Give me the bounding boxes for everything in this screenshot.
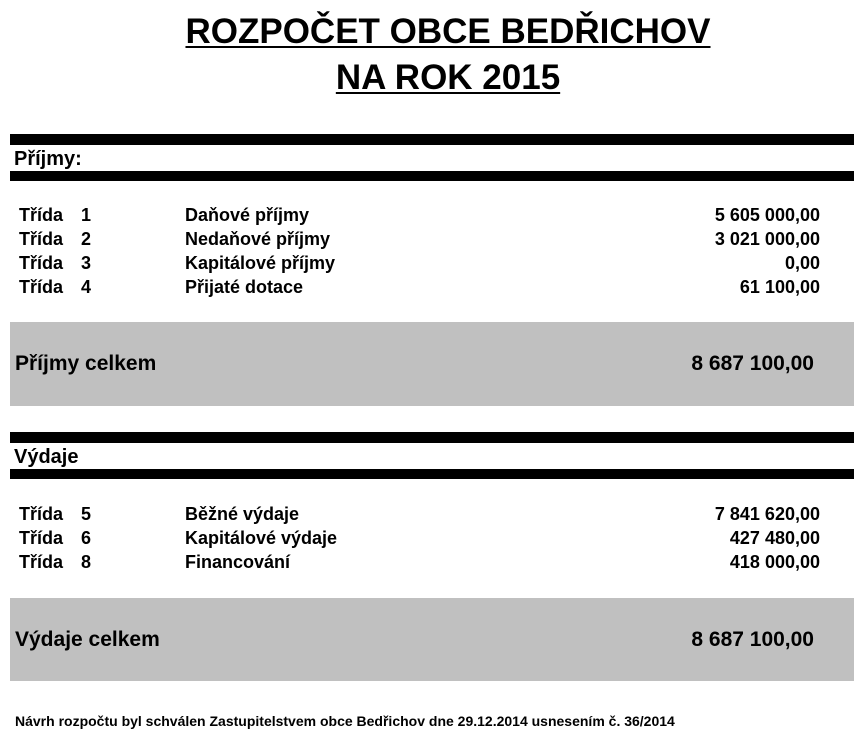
document-subtitle xyxy=(0,58,866,98)
class-number: 8 xyxy=(81,552,92,572)
expenses-heading: Výdaje xyxy=(14,446,79,468)
item-name: Daňové příjmy xyxy=(185,205,310,225)
item-amount: 5 605 000,00 xyxy=(714,205,820,225)
income-top-rule xyxy=(10,134,854,145)
class-number: 2 xyxy=(81,229,92,249)
class-label: Třída xyxy=(19,205,64,225)
title-line-2: NA ROK 2015 xyxy=(335,58,561,97)
income-heading: Příjmy: xyxy=(14,148,82,170)
item-amount: 3 021 000,00 xyxy=(714,229,820,249)
income-bottom-rule xyxy=(10,171,854,181)
expenses-total-value: 8 687 100,00 xyxy=(691,628,814,651)
expenses-total-label: Výdaje celkem xyxy=(15,628,160,651)
item-amount: 7 841 620,00 xyxy=(714,504,820,524)
class-label: Třída xyxy=(19,504,64,524)
item-amount: 0,00 xyxy=(784,253,820,273)
income-row xyxy=(0,227,866,251)
document-title xyxy=(0,12,866,52)
income-total-value: 8 687 100,00 xyxy=(691,352,814,375)
item-name: Kapitálové výdaje xyxy=(185,528,338,548)
item-name: Přijaté dotace xyxy=(185,277,304,297)
class-number: 4 xyxy=(81,277,92,297)
class-number: 3 xyxy=(81,253,92,273)
item-amount: 418 000,00 xyxy=(729,552,820,572)
item-amount: 61 100,00 xyxy=(739,277,820,297)
income-row xyxy=(0,203,866,227)
income-row xyxy=(0,251,866,275)
class-number: 5 xyxy=(81,504,92,524)
class-label: Třída xyxy=(19,229,64,249)
class-label: Třída xyxy=(19,552,64,572)
class-number: 6 xyxy=(81,528,92,548)
class-number: 1 xyxy=(81,205,92,225)
item-name: Běžné výdaje xyxy=(185,504,300,524)
class-label: Třída xyxy=(19,528,64,548)
income-row xyxy=(0,275,866,299)
income-total-band xyxy=(10,322,854,406)
expense-row xyxy=(0,550,866,574)
income-total-label: Příjmy celkem xyxy=(15,352,157,375)
class-label: Třída xyxy=(19,253,64,273)
title-line-1: ROZPOČET OBCE BEDŘICHOV xyxy=(185,12,711,51)
class-label: Třída xyxy=(19,277,64,297)
expenses-top-rule xyxy=(10,432,854,443)
item-name: Financování xyxy=(185,552,291,572)
approval-note: Návrh rozpočtu byl schválen Zastupitelstvem obce Bedřichov dne 29.12.2014 usnesením č. 36/2014 xyxy=(15,713,675,729)
item-name: Nedaňové příjmy xyxy=(185,229,331,249)
item-amount: 427 480,00 xyxy=(729,528,820,548)
expenses-total-band xyxy=(10,598,854,681)
expense-row xyxy=(0,502,866,526)
expenses-bottom-rule xyxy=(10,469,854,479)
expense-row xyxy=(0,526,866,550)
item-name: Kapitálové příjmy xyxy=(185,253,336,273)
